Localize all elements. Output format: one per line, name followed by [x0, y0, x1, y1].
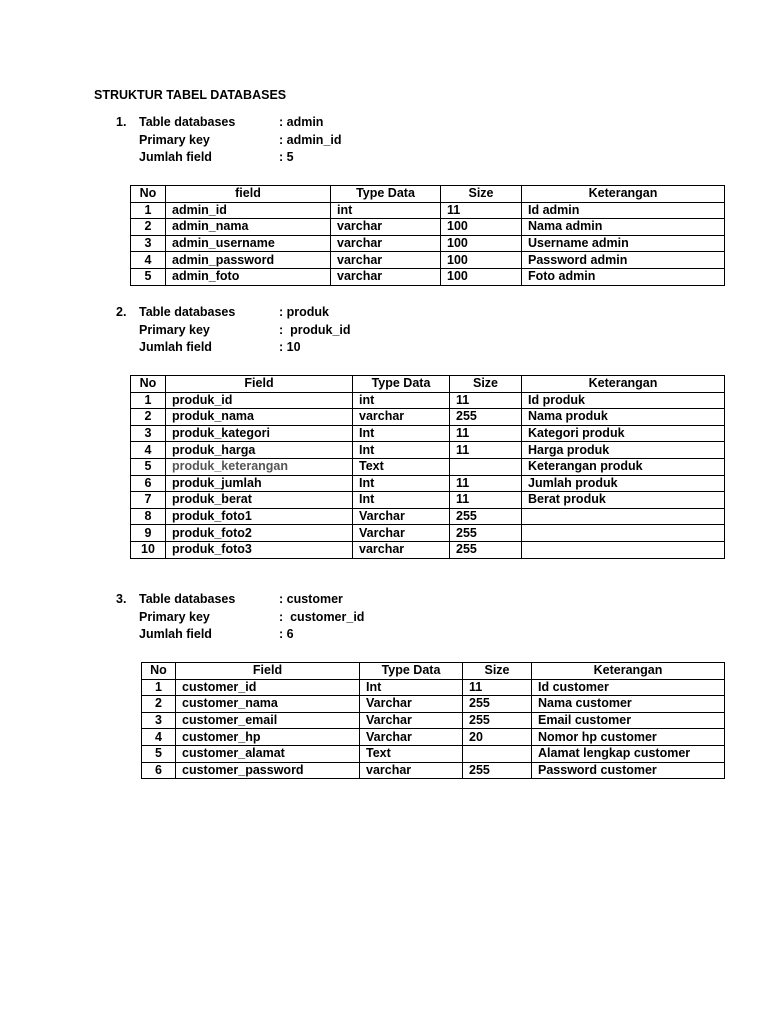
cell-no: 2: [131, 219, 166, 236]
table-row: [131, 425, 725, 442]
table-row: [131, 252, 725, 269]
cell-type-data: Varchar: [360, 712, 463, 729]
cell-field: produk_nama: [166, 409, 353, 426]
cell-field: produk_foto1: [166, 508, 353, 525]
meta-value: : 5: [279, 150, 294, 164]
cell-field: produk_jumlah: [166, 475, 353, 492]
cell-type-data: varchar: [331, 235, 441, 252]
cell-no: 10: [131, 541, 166, 558]
produk-table: [130, 375, 725, 559]
cell-keterangan: Harga produk: [522, 442, 725, 459]
cell-type-data: Varchar: [353, 508, 450, 525]
header-no: No: [131, 376, 166, 393]
section-3-meta: [116, 591, 516, 644]
meta-label: Table databases: [139, 115, 236, 129]
cell-size: 11: [450, 492, 522, 509]
header-type-data: Type Data: [360, 663, 463, 680]
cell-keterangan: Kategori produk: [522, 425, 725, 442]
meta-value: : admin_id: [279, 132, 342, 147]
cell-keterangan: Jumlah produk: [522, 475, 725, 492]
section-2-meta: [116, 304, 516, 357]
meta-label: Jumlah field: [139, 150, 212, 164]
cell-size: 255: [450, 541, 522, 558]
cell-type-data: varchar: [353, 409, 450, 426]
cell-type-data: varchar: [331, 268, 441, 285]
table-row: [131, 508, 725, 525]
meta-value: : produk: [279, 305, 329, 319]
cell-type-data: int: [331, 202, 441, 219]
cell-size: 11: [450, 392, 522, 409]
table-row: [142, 729, 725, 746]
cell-keterangan: Id produk: [522, 392, 725, 409]
cell-keterangan: Password admin: [522, 252, 725, 269]
cell-field: admin_nama: [166, 219, 331, 236]
cell-keterangan: Nama customer: [532, 696, 725, 713]
cell-no: 4: [142, 729, 176, 746]
cell-size: 255: [450, 508, 522, 525]
meta-field-count: [116, 339, 516, 357]
document-title: STRUKTUR TABEL DATABASES: [94, 88, 287, 102]
cell-no: 1: [131, 202, 166, 219]
cell-field: produk_berat: [166, 492, 353, 509]
meta-label: Jumlah field: [139, 627, 212, 641]
meta-field-count: [116, 626, 516, 644]
cell-keterangan: Username admin: [522, 235, 725, 252]
cell-keterangan: [522, 508, 725, 525]
cell-size: 11: [450, 442, 522, 459]
cell-no: 9: [131, 525, 166, 542]
header-keterangan: Keterangan: [522, 376, 725, 393]
header-field: field: [166, 186, 331, 203]
cell-size: 20: [463, 729, 532, 746]
cell-keterangan: [522, 525, 725, 542]
cell-keterangan: Alamat lengkap customer: [532, 745, 725, 762]
cell-type-data: Varchar: [360, 696, 463, 713]
cell-keterangan: Id admin: [522, 202, 725, 219]
cell-type-data: varchar: [331, 252, 441, 269]
header-type-data: Type Data: [353, 376, 450, 393]
meta-label: Primary key: [139, 132, 210, 147]
cell-type-data: Int: [360, 679, 463, 696]
cell-size: 255: [450, 525, 522, 542]
header-no: No: [131, 186, 166, 203]
meta-table-name: [116, 591, 516, 609]
table-row: [131, 202, 725, 219]
cell-size: 11: [441, 202, 522, 219]
cell-keterangan: Email customer: [532, 712, 725, 729]
table-header-row: [131, 376, 725, 393]
cell-size: 11: [463, 679, 532, 696]
cell-type-data: varchar: [331, 219, 441, 236]
meta-value: : admin: [279, 115, 324, 129]
cell-type-data: Int: [353, 475, 450, 492]
cell-size: 255: [463, 712, 532, 729]
cell-size: 11: [450, 475, 522, 492]
meta-value: : 10: [279, 340, 301, 354]
meta-primary-key: [116, 322, 516, 340]
cell-field: produk_foto2: [166, 525, 353, 542]
section-number: 3.: [116, 592, 127, 606]
customer-table: [141, 662, 725, 779]
table-header-row: [142, 663, 725, 680]
cell-field: admin_username: [166, 235, 331, 252]
header-size: Size: [441, 186, 522, 203]
table-row: [131, 268, 725, 285]
header-size: Size: [463, 663, 532, 680]
meta-primary-key: [116, 132, 516, 150]
cell-no: 5: [131, 268, 166, 285]
cell-no: 6: [131, 475, 166, 492]
cell-no: 3: [131, 425, 166, 442]
meta-label: Table databases: [139, 592, 236, 606]
table-row: [142, 696, 725, 713]
cell-keterangan: Foto admin: [522, 268, 725, 285]
cell-size: 255: [463, 696, 532, 713]
table-row: [142, 745, 725, 762]
cell-no: 4: [131, 252, 166, 269]
table-row: [131, 458, 725, 475]
cell-field: produk_harga: [166, 442, 353, 459]
table-row: [131, 219, 725, 236]
cell-keterangan: Keterangan produk: [522, 458, 725, 475]
cell-field: customer_nama: [176, 696, 360, 713]
cell-field: admin_password: [166, 252, 331, 269]
cell-type-data: Int: [353, 425, 450, 442]
section-number: 1.: [116, 115, 127, 129]
header-field: Field: [176, 663, 360, 680]
cell-no: 1: [142, 679, 176, 696]
cell-no: 4: [131, 442, 166, 459]
table-row: [142, 679, 725, 696]
cell-field: produk_id: [166, 392, 353, 409]
cell-type-data: Int: [353, 492, 450, 509]
table-row: [131, 442, 725, 459]
section-number: 2.: [116, 305, 127, 319]
table-row: [131, 541, 725, 558]
cell-no: 3: [142, 712, 176, 729]
cell-no: 1: [131, 392, 166, 409]
table-row: [131, 409, 725, 426]
cell-keterangan: Nomor hp customer: [532, 729, 725, 746]
cell-no: 5: [142, 745, 176, 762]
cell-size: 255: [450, 409, 522, 426]
meta-label: Primary key: [139, 609, 210, 624]
header-no: No: [142, 663, 176, 680]
header-keterangan: Keterangan: [532, 663, 725, 680]
cell-type-data: Varchar: [360, 729, 463, 746]
table-row: [131, 235, 725, 252]
meta-label: Table databases: [139, 305, 236, 319]
cell-field: customer_hp: [176, 729, 360, 746]
cell-no: 7: [131, 492, 166, 509]
meta-label: Jumlah field: [139, 340, 212, 354]
table-row: [131, 392, 725, 409]
cell-keterangan: Nama admin: [522, 219, 725, 236]
header-size: Size: [450, 376, 522, 393]
cell-size: 100: [441, 219, 522, 236]
table-row: [131, 492, 725, 509]
cell-no: 2: [131, 409, 166, 426]
cell-type-data: int: [353, 392, 450, 409]
cell-field: customer_password: [176, 762, 360, 779]
meta-value: : customer: [279, 592, 343, 606]
cell-field: admin_id: [166, 202, 331, 219]
header-type-data: Type Data: [331, 186, 441, 203]
meta-label: Primary key: [139, 322, 210, 337]
cell-type-data: Varchar: [353, 525, 450, 542]
cell-keterangan: Id customer: [532, 679, 725, 696]
section-1-meta: [116, 114, 516, 167]
meta-field-count: [116, 149, 516, 167]
cell-type-data: Int: [353, 442, 450, 459]
table-row: [142, 712, 725, 729]
meta-table-name: [116, 304, 516, 322]
cell-keterangan: [522, 541, 725, 558]
meta-value: : 6: [279, 627, 294, 641]
cell-field: customer_alamat: [176, 745, 360, 762]
table-row: [131, 475, 725, 492]
cell-size: 100: [441, 268, 522, 285]
cell-size: 11: [450, 425, 522, 442]
meta-value: : produk_id: [279, 322, 351, 337]
header-keterangan: Keterangan: [522, 186, 725, 203]
cell-field: produk_foto3: [166, 541, 353, 558]
cell-no: 2: [142, 696, 176, 713]
table-header-row: [131, 186, 725, 203]
meta-value: : customer_id: [279, 609, 365, 624]
cell-size: 100: [441, 235, 522, 252]
meta-primary-key: [116, 609, 516, 627]
cell-size: [463, 745, 532, 762]
cell-field: customer_email: [176, 712, 360, 729]
cell-type-data: varchar: [353, 541, 450, 558]
admin-table: [130, 185, 725, 286]
cell-type-data: Text: [353, 458, 450, 475]
cell-field: produk_keterangan: [166, 458, 353, 475]
header-field: Field: [166, 376, 353, 393]
cell-field: admin_foto: [166, 268, 331, 285]
cell-keterangan: Nama produk: [522, 409, 725, 426]
table-row: [131, 525, 725, 542]
cell-field: customer_id: [176, 679, 360, 696]
cell-type-data: varchar: [360, 762, 463, 779]
cell-no: 6: [142, 762, 176, 779]
cell-field: produk_kategori: [166, 425, 353, 442]
cell-no: 8: [131, 508, 166, 525]
cell-keterangan: Berat produk: [522, 492, 725, 509]
cell-size: 100: [441, 252, 522, 269]
table-row: [142, 762, 725, 779]
cell-no: 5: [131, 458, 166, 475]
cell-size: 255: [463, 762, 532, 779]
cell-no: 3: [131, 235, 166, 252]
meta-table-name: [116, 114, 516, 132]
cell-keterangan: Password customer: [532, 762, 725, 779]
cell-size: [450, 458, 522, 475]
cell-type-data: Text: [360, 745, 463, 762]
